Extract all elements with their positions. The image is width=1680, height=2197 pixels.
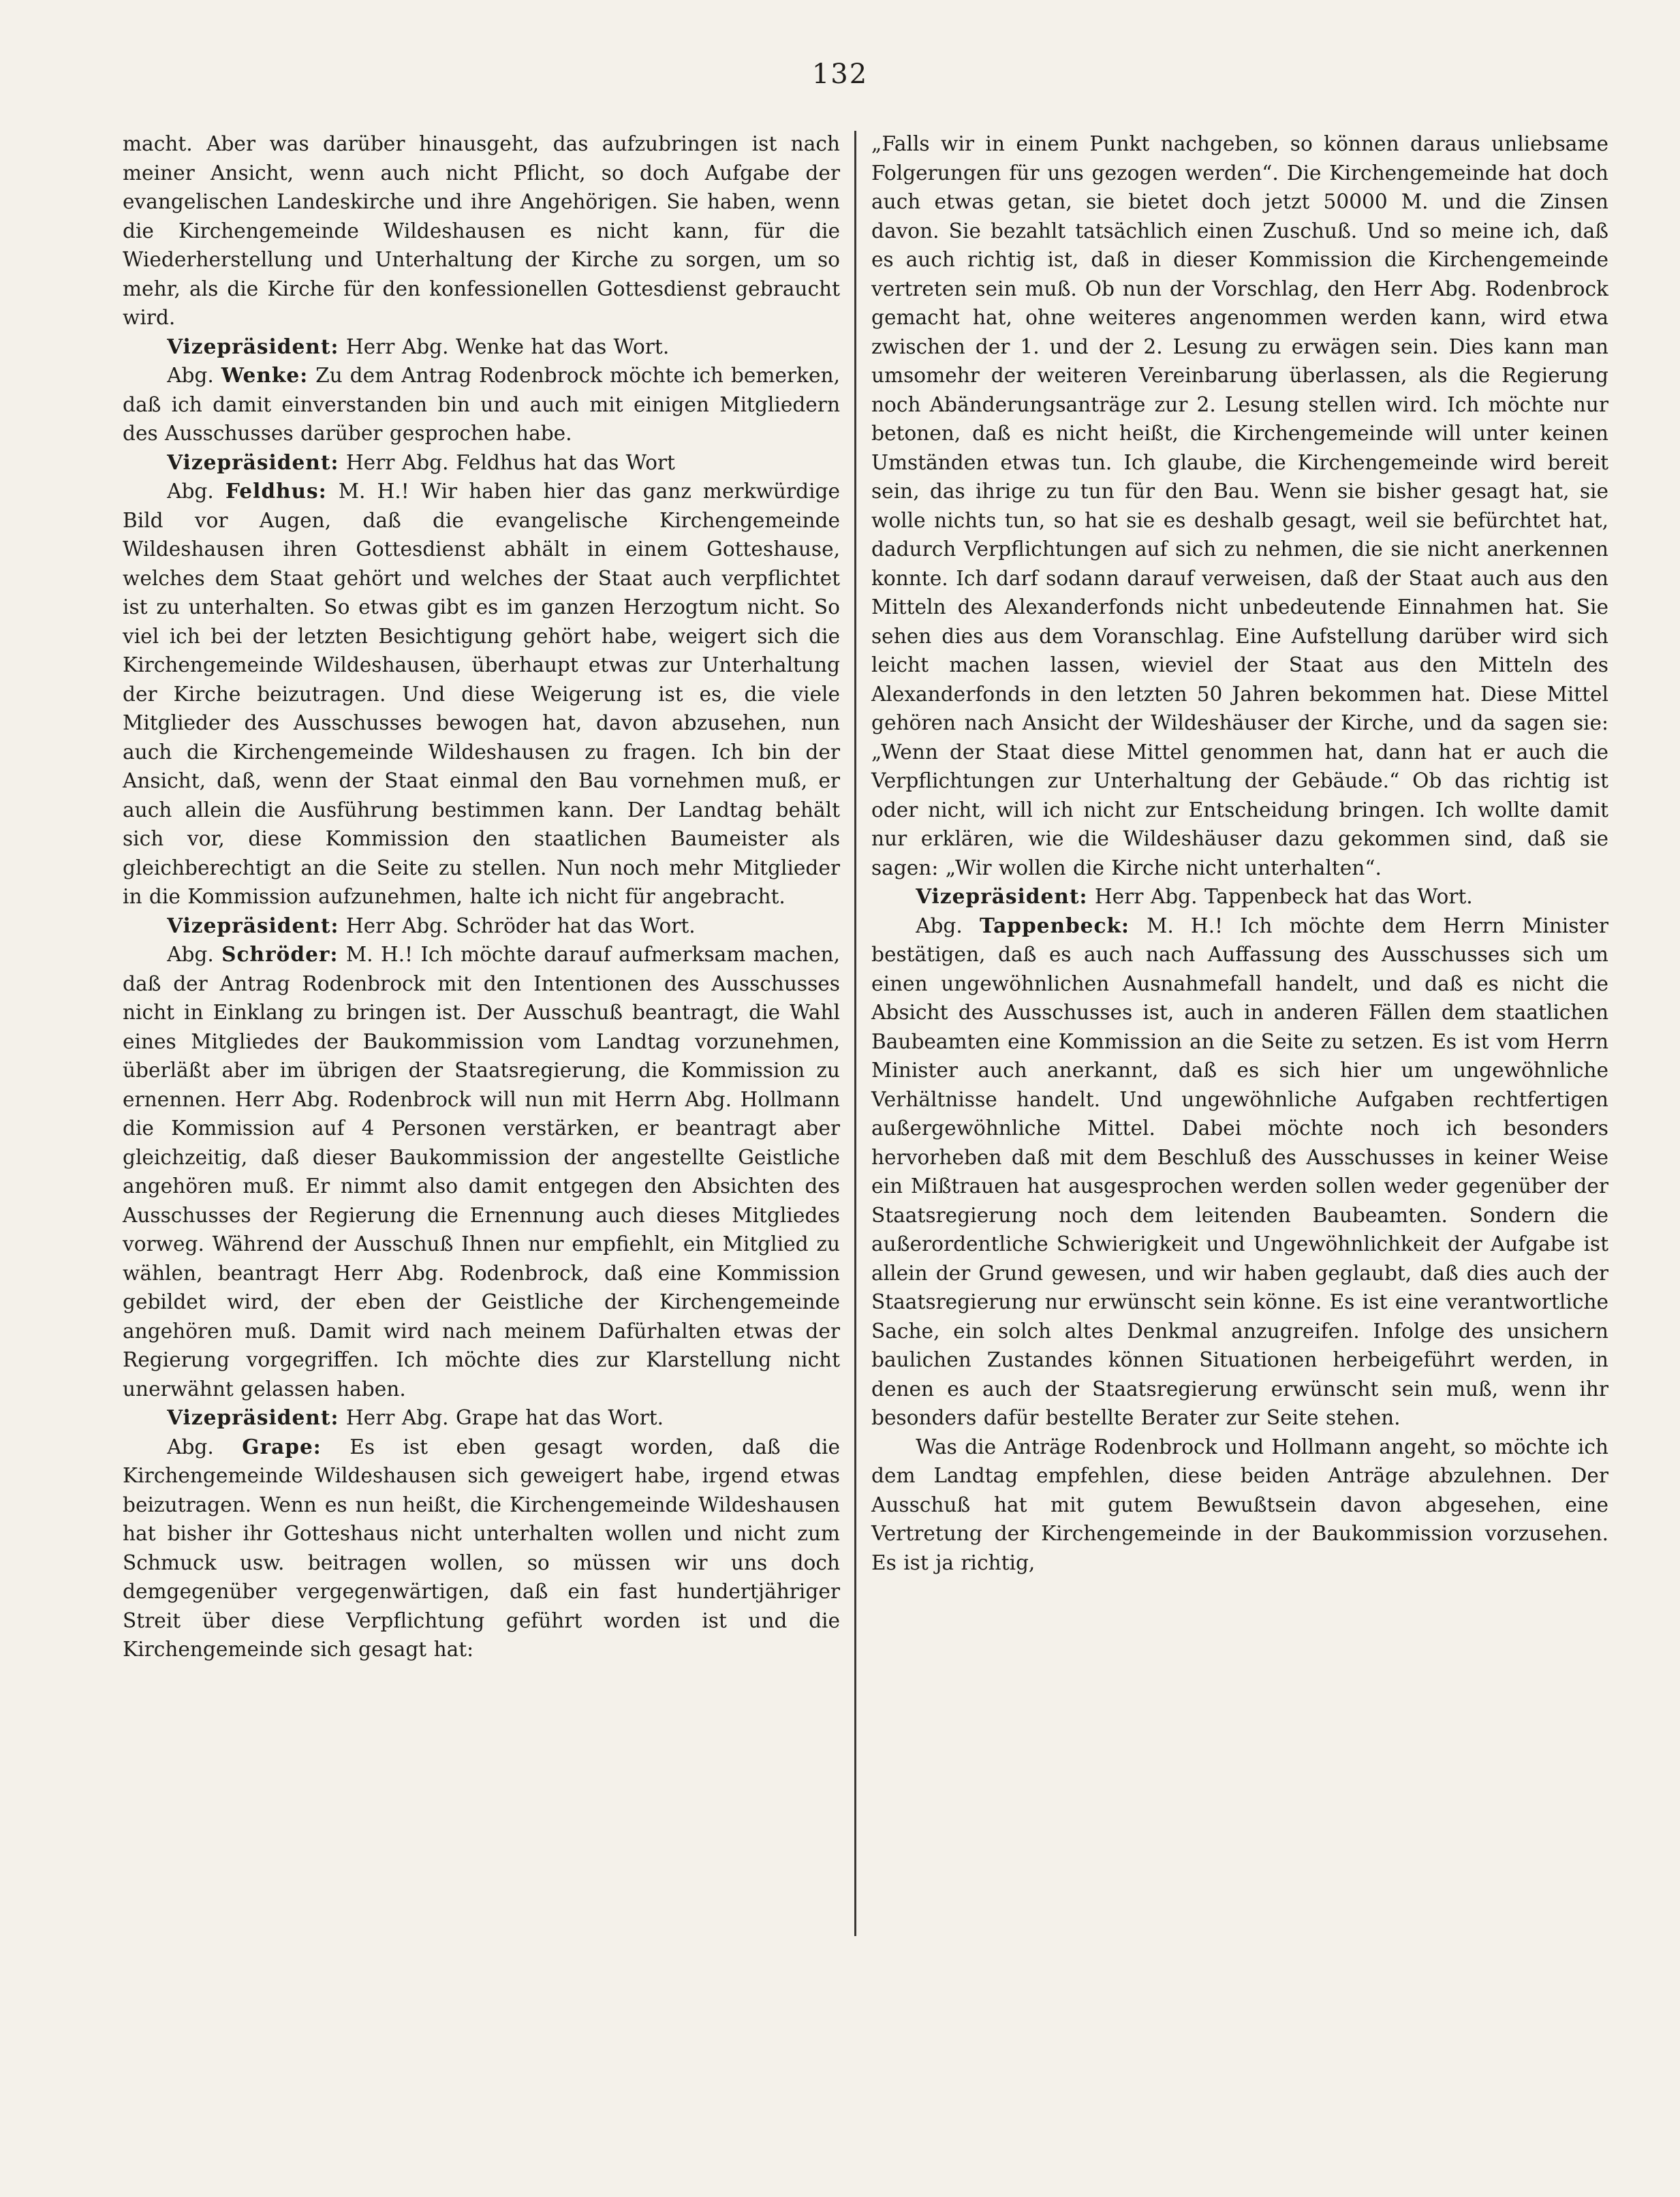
paragraph: „Falls wir in einem Punkt nachgeben, so können daraus unliebsame Folgerungen für uns gezogen werden“. Die Kirchengemeinde hat doch auch etwas getan, sie bietet doch jetzt 50000 M. und die Zinsen davon. Sie bezahlt tatsächlich einen Zuschuß. Und so meine ich, daß es auch richtig ist, daß in dieser Kommission die Kirchengemeinde vertreten sein muß. Ob nun der Vorschlag, den Herr Abg. Rodenbrock gemacht hat, ohne weiteres angenommen werden kann, wird etwa zwischen der 1. und der 2. Lesung zu erwägen sein. Dies kann man umsomehr der weiteren Vereinbarung überlassen, als die Regierung noch Abänderungsanträge zur 2. Lesung stellen wird. Ich möchte nur betonen, daß es nicht heißt, die Kirchengemeinde will unter keinen Umständen etwas tun. Ich glaube, die Kirchengemeinde wird bereit sein, das ihrige zu tun für den Bau. Wenn sie bisher gesagt hat, sie wolle nichts tun, so hat sie es deshalb gesagt, weil sie befürchtet hat, dadurch Verpflichtungen auf sich zu nehmen, die sie nicht anerkennen konnte. Ich darf sodann darauf verweisen, daß der Staat auch aus den Mitteln des Alexanderfonds nicht unbedeutende Einnahmen hat. Sie sehen dies aus dem Voranschlag. Eine Aufstellung darüber wird sich leicht machen lassen, wieviel der Staat aus den Mitteln des Alexanderfonds in den letzten 50 Jahren bekommen hat. Diese Mittel gehören nach Ansicht der Wildeshäuser der Kirche, und da sagen sie: „Wenn der Staat diese Mittel genommen hat, dann hat er auch die Verpflichtungen zur Unterhaltung der Gebäude.“ Ob das richtig ist oder nicht, will ich nicht zur Entscheidung bringen. Ich wollte damit nur erklären, wie die Wildeshäuser dazu gekommen sind, daß sie sagen: „Wir wollen die Kirche nicht unterhalten“. [871,132,1608,879]
right-column [871,129,1608,1577]
speaker-name: Feldhus: [225,479,327,503]
chair-remark [123,1403,840,1433]
speech-text: Es ist eben gesagt worden, daß die Kirchengemeinde Wildeshausen sich geweigert habe, irgend etwas beizutragen. Wenn es nun heißt, die Kirchengemeinde Wildeshausen hat bisher ihr Gotteshaus nicht unterhalten wollen und nicht zum Schmuck usw. beitragen wollen, so müssen wir uns doch demgegenüber vergegenwärtigen, daß ein fast hundertjähriger Streit über diese Verpflichtung geführt worden ist und die Kirchengemeinde sich gesagt hat: [123,1435,840,1661]
speaker-name: Schröder: [221,942,339,966]
paragraph: Was die Anträge Rodenbrock und Hollmann angeht, so möchte ich dem Landtag empfehlen, diese beiden Anträge abzulehnen. Der Ausschuß hat mit gutem Bewußtsein davon abgesehen, eine Vertretung der Kirchengemeinde in der Baukommission vorzusehen. Es ist ja richtig, [871,1435,1608,1574]
speaker-name: Vizepräsident: [916,884,1088,908]
speech-paragraph [123,361,840,448]
chair-text: Herr Abg. Grape hat das Wort. [345,1406,664,1429]
column-divider [854,131,856,1936]
speech-text: M. H.! Ich möchte dem Herrn Minister bestätigen, daß es auch nach Auffassung des Ausschusses sich um einen ungewöhnlichen Ausnahmefall handelt, und daß es nicht die Absicht des Ausschusses ist, auch in anderen Fällen dem staatlichen Baubeamten eine Kommission an die Seite zu setzen. Es ist vom Herrn Minister auch anerkannt, daß es sich hier um ungewöhnliche Verhältnisse handelt. Und ungewöhnliche Aufgaben rechtfertigen außergewöhnliche Mittel. Dabei möchte noch ich besonders hervorheben daß mit dem Beschluß des Ausschusses in keiner Weise ein Mißtrauen hat ausgesprochen werden sollen weder gegenüber der Staatsregierung noch dem leitenden Baubeamten. Sondern die außerordentliche Schwierigkeit und Ungewöhnlichkeit der Aufgabe ist allein der Grund gewesen, und wir haben geglaubt, daß dies auch der Staatsregierung nur erwünscht sein könne. Es ist eine verantwortliche Sache, ein solch altes Denkmal anzugreifen. Infolge des unsichern baulichen Zustandes können Situationen herbeigeführt werden, in denen es auch der Staatsregierung erwünscht sein muß, wenn ihr besonders dafür bestellte Berater zur Seite stehen. [871,914,1608,1429]
speech-text: M. H.! Ich möchte darauf aufmerksam machen, daß der Antrag Rodenbrock mit den Intentionen des Ausschusses nicht in Einklang zu bringen ist. Der Ausschuß beantragt, die Wahl eines Mitgliedes der Baukommission vom Landtag vorzunehmen, überläßt aber im übrigen der Staatsregierung, die Kommission zu ernennen. Herr Abg. Rodenbrock will nun mit Herrn Abg. Hollmann die Kommission auf 4 Personen verstärken, er beantragt aber gleichzeitig, daß dieser Baukommission der angestellte Geistliche angehören muß. Er nimmt also damit entgegen den Absichten des Ausschusses der Regierung die Ernennung auch dieses Mitgliedes vorweg. Während der Ausschuß Ihnen nur empfiehlt, ein Mitglied zu wählen, beantragt Herr Abg. Rodenbrock, daß eine Kommission gebildet wird, der eben der Geistliche der Kirchengemeinde angehören muß. Damit wird nach meinem Dafürhalten etwas der Regierung vorgegriffen. Ich möchte dies zur Klarstellung nicht unerwähnt gelassen haben. [123,943,840,1401]
speech-paragraph [123,940,840,1403]
chair-text: Herr Abg. Feldhus hat das Wort [345,450,675,474]
speech-prefix: Abg. [167,1435,214,1459]
speech-paragraph [123,1433,840,1664]
speech-prefix: Abg. [167,364,214,387]
speaker-name: Tappenbeck: [979,913,1130,937]
chair-text: Herr Abg. Schröder hat das Wort. [345,914,696,937]
chair-remark [871,882,1608,911]
speaker-name: Vizepräsident: [167,334,339,358]
chair-text: Herr Abg. Tappenbeck hat das Wort. [1094,885,1473,908]
speaker-name: Wenke: [221,363,309,387]
left-column [123,129,840,1664]
speaker-name: Vizepräsident: [167,913,339,937]
speech-paragraph [123,477,840,911]
speech-paragraph [871,911,1608,1433]
chair-remark [123,332,840,362]
speaker-name: Grape: [242,1434,322,1459]
speech-text: Zu dem Antrag Rodenbrock möchte ich bemerken, daß ich damit einverstanden bin und auch mit einigen Mitgliedern des Ausschusses darüber gesprochen habe. [123,364,840,445]
speaker-name: Vizepräsident: [167,1405,339,1429]
speech-prefix: Abg. [167,480,214,503]
speech-text: M. H.! Wir haben hier das ganz merkwürdige Bild vor Augen, daß die evangelische Kirchengemeinde Wildeshausen ihren Gottesdienst abhält in einem Gotteshause, welches dem Staat gehört und welches der Staat auch verpflichtet ist zu unterhalten. So etwas gibt es im ganzen Herzogtum nicht. So viel ich bei der letzten Besichtigung gehört habe, weigert sich die Kirchengemeinde Wildeshausen, überhaupt etwas zur Unterhaltung der Kirche beizutragen. Und diese Weigerung ist es, die viele Mitglieder des Ausschusses bewogen hat, davon abzusehen, nun auch die Kirchengemeinde Wildeshausen zu fragen. Ich bin der Ansicht, daß, wenn der Staat einmal den Bau vornehmen muß, er auch allein die Ausführung bestimmen kann. Der Landtag behält sich vor, diese Kommission den staatlichen Baumeister als gleichberechtigt an die Seite zu stellen. Nun noch mehr Mitglieder in die Kommission aufzunehmen, halte ich nicht für angebracht. [123,480,840,908]
paragraph: macht. Aber was darüber hinausgeht, das aufzubringen ist nach meiner Ansicht, wenn auch nicht Pflicht, so doch Aufgabe der evangelischen Landeskirche und ihre Angehörigen. Sie haben, wenn die Kirchengemeinde Wildeshausen es nicht kann, für die Wiederherstellung und Unterhaltung der Kirche zu sorgen, um so mehr, als die Kirche für den konfessionellen Gottesdienst gebraucht wird. [123,132,840,329]
chair-remark [123,911,840,941]
chair-remark [123,448,840,478]
chair-text: Herr Abg. Wenke hat das Wort. [345,334,670,358]
speech-prefix: Abg. [167,943,214,966]
page-number: 132 [811,59,869,90]
speech-prefix: Abg. [916,914,963,937]
speaker-name: Vizepräsident: [167,450,339,474]
